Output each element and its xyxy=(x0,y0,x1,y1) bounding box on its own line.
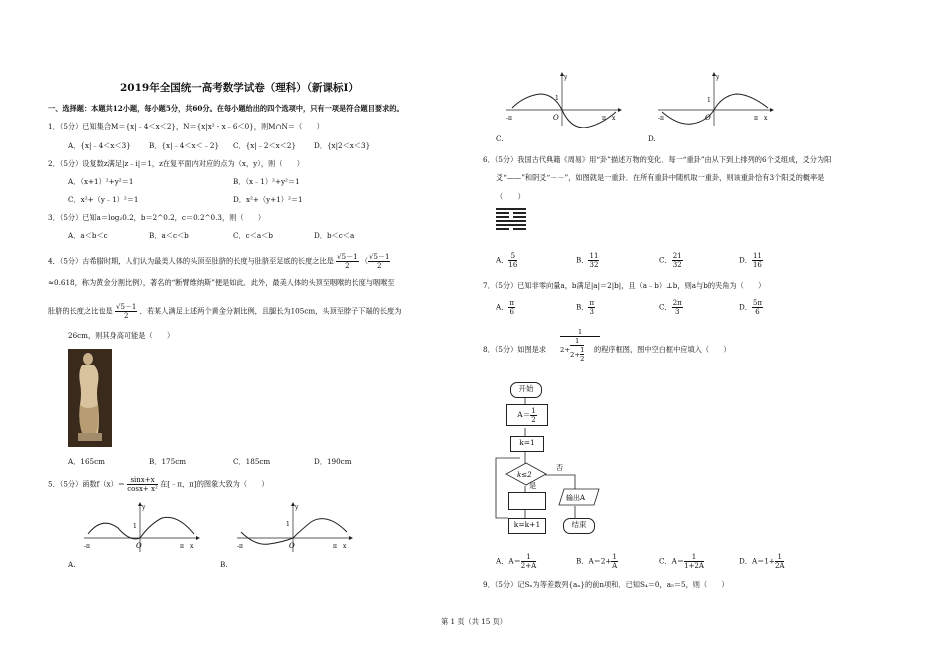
q8-b-frac xyxy=(611,553,617,570)
q8-cf-inner-row xyxy=(570,346,584,363)
graph-d-xlabel: x xyxy=(764,115,768,122)
statue-figure xyxy=(68,349,112,447)
q5-graph-d xyxy=(656,72,774,128)
q6-option-b xyxy=(576,252,599,269)
q3-option-b: B．a＜c＜b xyxy=(149,231,189,240)
q5-option-b: B. xyxy=(220,560,228,569)
hexagram-line-3 xyxy=(496,216,526,218)
graph-d-neg-pi: -π xyxy=(658,115,664,122)
fc-assign-a-label: A＝ xyxy=(517,410,531,419)
graph-a-xlabel: x xyxy=(190,543,194,550)
q8-c-frac xyxy=(684,553,704,570)
q1-option-d: D．{x|2＜x＜3} xyxy=(314,141,371,150)
q5-option-a: A. xyxy=(68,560,76,569)
graph-d-pos-pi: π xyxy=(754,115,758,122)
q8-b-label: B．A＝2+ xyxy=(576,556,612,566)
q6-b-label: B． xyxy=(576,255,589,265)
q7-b-den: 3 xyxy=(589,308,595,316)
hexagram-line-6 xyxy=(496,228,526,230)
q8-option-b xyxy=(576,553,618,570)
q8-c-label: C．A＝ xyxy=(659,556,685,566)
q4-option-a: A．165cm xyxy=(68,457,105,466)
q5-frac-num: sinx+x xyxy=(127,476,158,485)
q4-frac-num: √5－1 xyxy=(337,253,358,261)
graph-c-origin: O xyxy=(553,114,559,122)
fc-assign-a-frac xyxy=(530,407,536,424)
q6-line1: 6．（5分）我国古代典籍《周易》用“卦”描述万物的变化．每一“重卦”由从下到上排列的6个爻组成，爻分为阳 xyxy=(483,155,832,164)
q2-stem: 2．（5分）设复数z满足|z﹣i|＝1，z在复平面内对应的点为（x，y），则（ ） xyxy=(48,159,304,168)
q7-a-num: π xyxy=(509,299,514,307)
q4-option-b: B．175cm xyxy=(149,457,187,466)
q3-option-a: A．a＜b＜c xyxy=(68,231,108,240)
fc-a-num: 1 xyxy=(531,406,536,415)
graph-d-ylabel: y xyxy=(716,74,720,81)
q5-option-d: D. xyxy=(648,134,656,143)
q6-c-num: 21 xyxy=(672,252,682,260)
q6-b-den: 32 xyxy=(589,261,599,269)
q5-function-fraction xyxy=(127,476,158,493)
graph-b-ylabel: y xyxy=(295,504,299,511)
hexagram-line-4 xyxy=(496,220,526,222)
graph-b-neg-pi: -π xyxy=(237,543,243,550)
fc-start: 开始 xyxy=(510,382,542,398)
hexagram-line-1 xyxy=(496,208,526,210)
q7-d-num: 5π xyxy=(752,299,763,307)
q8-option-d xyxy=(739,553,784,570)
q6-a-label: A． xyxy=(496,255,509,265)
q8-stem-a: 8．（5分）如图是求 xyxy=(483,345,547,354)
graph-c-xlabel: x xyxy=(612,115,616,122)
hexagram-line-5 xyxy=(496,224,526,226)
q2-option-a: A．（x+1）²+y²＝1 xyxy=(68,177,134,186)
q7-option-c xyxy=(659,299,683,316)
q7-b-num: π xyxy=(589,299,595,307)
fc-output-parallelogram xyxy=(558,488,600,506)
q5-stem-b: 在[﹣π，π]的图象大致为（ ） xyxy=(160,479,269,489)
q4-option-c: C．185cm xyxy=(233,457,271,466)
q7-d-label: D． xyxy=(739,302,752,312)
fc-no-label: 否 xyxy=(556,463,564,472)
fc-assign-a xyxy=(506,404,548,426)
q8-flowchart-lines xyxy=(490,378,630,538)
q8-cf-last-den: 2 xyxy=(580,355,585,363)
q8-c-den: 1+2A xyxy=(684,562,704,570)
q1-option-c: C．{x|﹣2＜x＜2} xyxy=(233,141,297,150)
q7-a-label: A． xyxy=(496,302,509,312)
graph-c-ylabel: y xyxy=(564,74,568,81)
q6-d-label: D． xyxy=(739,255,752,265)
q6-a-den: 16 xyxy=(508,261,518,269)
q3-stem: 3．（5分）已知a＝log₂0.2，b＝2^0.2，c＝0.2^0.3，则（ ） xyxy=(48,213,266,222)
q4-line4: 26cm，则其身高可能是（ ） xyxy=(68,331,175,340)
q1-stem: 1．（5分）已知集合M＝{x|﹣4＜x＜2}，N＝{x|x² - x﹣6＜0}，则M∩N＝（ ） xyxy=(48,122,324,131)
q8-c-num: 1 xyxy=(684,553,704,562)
q3-option-d: D．b＜c＜a xyxy=(314,231,355,240)
q6-c-frac xyxy=(672,252,683,269)
graph-b-xlabel: x xyxy=(343,543,347,550)
q4-line3 xyxy=(48,303,401,320)
q6-d-num: 11 xyxy=(752,252,762,260)
q7-option-b xyxy=(576,299,595,316)
q7-c-num: 2π xyxy=(672,299,682,307)
q8-d-num: 1 xyxy=(775,553,785,562)
graph-c-neg-pi: -π xyxy=(506,115,512,122)
page-title: 2019年全国统一高考数学试卷（理科）（新课标Ⅰ） xyxy=(120,82,359,94)
q6-b-frac xyxy=(588,252,599,269)
graph-a-neg-pi: -π xyxy=(84,543,90,550)
fc-a-den: 2 xyxy=(531,415,536,424)
q7-a-den: 6 xyxy=(509,308,514,316)
q8-a-frac xyxy=(521,553,536,570)
q8-b-num: 1 xyxy=(612,553,617,561)
q9-stem: 9．（5分）记Sₙ为等差数列{aₙ}的前n项和．已知S₄＝0，a₅＝5，则（ ） xyxy=(483,580,729,589)
fc-output-text: 输出A xyxy=(566,494,586,502)
q8-cf-inner xyxy=(570,337,584,363)
q7-c-den: 3 xyxy=(674,308,680,316)
graph-b-origin: O xyxy=(289,542,295,550)
q6-option-a xyxy=(496,252,517,269)
q8-cf-mid: 2+ xyxy=(560,346,571,354)
q8-b-den: A xyxy=(612,562,618,570)
q4-line2: ≈0.618，称为黄金分割比例），著名的“断臂维纳斯”便是如此．此外，最美人体的头顶至咽喉的长度与咽喉至 xyxy=(48,278,395,287)
q1-option-b: B．{x|﹣4＜x＜﹣2} xyxy=(149,141,220,150)
q4-line3a: 肚脐的长度之比也是 xyxy=(48,306,113,316)
q7-b-label: B． xyxy=(576,302,589,312)
q6-c-label: C． xyxy=(659,255,672,265)
fc-condition-text: k≤2 xyxy=(517,471,532,479)
graph-a-pos-pi: π xyxy=(180,543,184,550)
q8-cf-inner-num: 1 xyxy=(570,337,584,346)
fc-yes-label: 是 xyxy=(529,481,537,490)
q8-a-label: A．A＝ xyxy=(496,556,521,566)
section-heading: 一、选择题：本题共12小题，每小题5分，共60分。在每小题给出的四个选项中，只有一项是符合题目要求的。 xyxy=(48,104,404,113)
q6-c-den: 32 xyxy=(672,261,682,269)
q4-option-d: D．190cm xyxy=(314,457,352,466)
graph-d-origin: O xyxy=(705,114,711,122)
q5-graph-a xyxy=(82,502,200,554)
q6-line2: 爻“——”和阴爻“－－”，如图就是一重卦．在所有重卦中随机取一重卦，则该重卦恰有3个阳爻的概率是 xyxy=(496,173,825,182)
q4-golden-fraction-2 xyxy=(368,253,390,270)
q6-line3: （ ） xyxy=(496,192,525,201)
venus-statue-image xyxy=(68,349,112,447)
fc-condition-diamond xyxy=(505,462,547,488)
graph-a-ylabel: y xyxy=(142,504,146,511)
fc-blank-box xyxy=(508,492,546,510)
fc-k-init: k=1 xyxy=(510,436,544,452)
q6-b-num: 11 xyxy=(589,252,599,260)
q5-option-c: C. xyxy=(496,134,504,143)
q6-option-d xyxy=(739,252,763,269)
q7-option-a xyxy=(496,299,515,316)
q7-b-frac xyxy=(588,299,595,316)
q8-option-c xyxy=(659,553,704,570)
q8-d-label: D．A＝1+ xyxy=(739,556,775,566)
hexagram-line-2 xyxy=(496,212,526,214)
graph-b-pos-pi: π xyxy=(333,543,337,550)
q8-a-den: 2+A xyxy=(520,562,537,570)
q4-golden-fraction-3 xyxy=(115,303,137,320)
q3-option-c: C．c＜a＜b xyxy=(233,231,273,240)
graph-d-one: 1 xyxy=(707,97,711,104)
q2-option-c: C．x²+（y﹣1）²＝1 xyxy=(68,195,139,204)
q7-d-frac xyxy=(752,299,763,316)
q5-frac-den: cosx+ x² xyxy=(127,485,158,493)
q7-c-label: C． xyxy=(659,302,672,312)
q8-option-a xyxy=(496,553,536,570)
fc-increment: k=k+1 xyxy=(508,518,546,534)
q4-frac-den: 2 xyxy=(345,262,350,270)
graph-a-origin: O xyxy=(136,542,142,550)
q2-option-b: B．（x﹣1）²+y²＝1 xyxy=(233,177,300,186)
q8-stem-b: 的程序框图，图中空白框中应填入（ ） xyxy=(594,345,731,354)
q4-frac3-den: 2 xyxy=(123,312,129,320)
q5-graph-c xyxy=(504,72,622,128)
q4-frac3-num: √5－1 xyxy=(116,303,137,311)
q8-cf-inner-den: 2+ xyxy=(570,350,581,359)
q1-option-a: A．{x|﹣4＜x＜3} xyxy=(68,141,131,150)
q2-option-d: D．x²+（y+1）²＝1 xyxy=(233,195,303,204)
hexagram-icon xyxy=(496,208,526,232)
q8-cf-last xyxy=(580,346,584,363)
q4-line1-text: 4．（5分）古希腊时期，人们认为最美人体的头顶至肚脐的长度与肚脐至足底的长度之比是 xyxy=(48,256,334,266)
q6-a-num: 5 xyxy=(508,252,517,261)
q8-a-num: 1 xyxy=(521,553,536,562)
page-footer: 第 1 页（共 15 页） xyxy=(441,617,507,626)
q4-line1: 4．（5分）古希腊时期，人们认为最美人体的头顶至肚脐的长度与肚脐至足底的长度之比是 $\frac{√5-1}{2}$ （ $\frac{√5-1}{2}$ xyxy=(48,253,390,270)
q5-stem xyxy=(48,476,269,493)
q4-frac2-num: √5－1 xyxy=(369,253,390,261)
graph-c-one: 1 xyxy=(555,95,559,102)
q4-frac2-den: 2 xyxy=(376,262,382,270)
q6-d-frac xyxy=(752,252,763,269)
fc-end: 结束 xyxy=(563,518,595,534)
q6-option-c xyxy=(659,252,683,269)
q8-cf-top: 1 xyxy=(560,328,600,337)
q7-stem: 7．（5分）已知非零向量a，b满足|a|＝2|b|，且（a﹣b）⊥b，则a与b的夹角为（ ） xyxy=(483,281,766,290)
q8-d-frac xyxy=(775,553,785,570)
q7-c-frac xyxy=(672,299,683,316)
q5-stem-a: 5．（5分）函数f（x）＝ xyxy=(48,479,125,489)
graph-c-pos-pi: π xyxy=(602,115,606,122)
q7-d-den: 6 xyxy=(755,308,760,316)
graph-b-one: 1 xyxy=(286,521,290,528)
q6-a-frac xyxy=(508,252,517,269)
q5-graph-b xyxy=(235,502,353,554)
q8-d-den: 2A xyxy=(774,562,785,570)
q7-a-frac xyxy=(508,299,515,316)
q6-d-den: 16 xyxy=(752,261,762,269)
q8-cf-last-num: 1 xyxy=(580,346,585,354)
graph-a-one: 1 xyxy=(133,523,137,530)
q4-line3b: ．若某人满足上述两个黄金分割比例，且腿长为105cm，头顶至脖子下端的长度为 xyxy=(139,306,402,316)
q4-golden-fraction xyxy=(336,253,358,270)
q7-option-d xyxy=(739,299,763,316)
